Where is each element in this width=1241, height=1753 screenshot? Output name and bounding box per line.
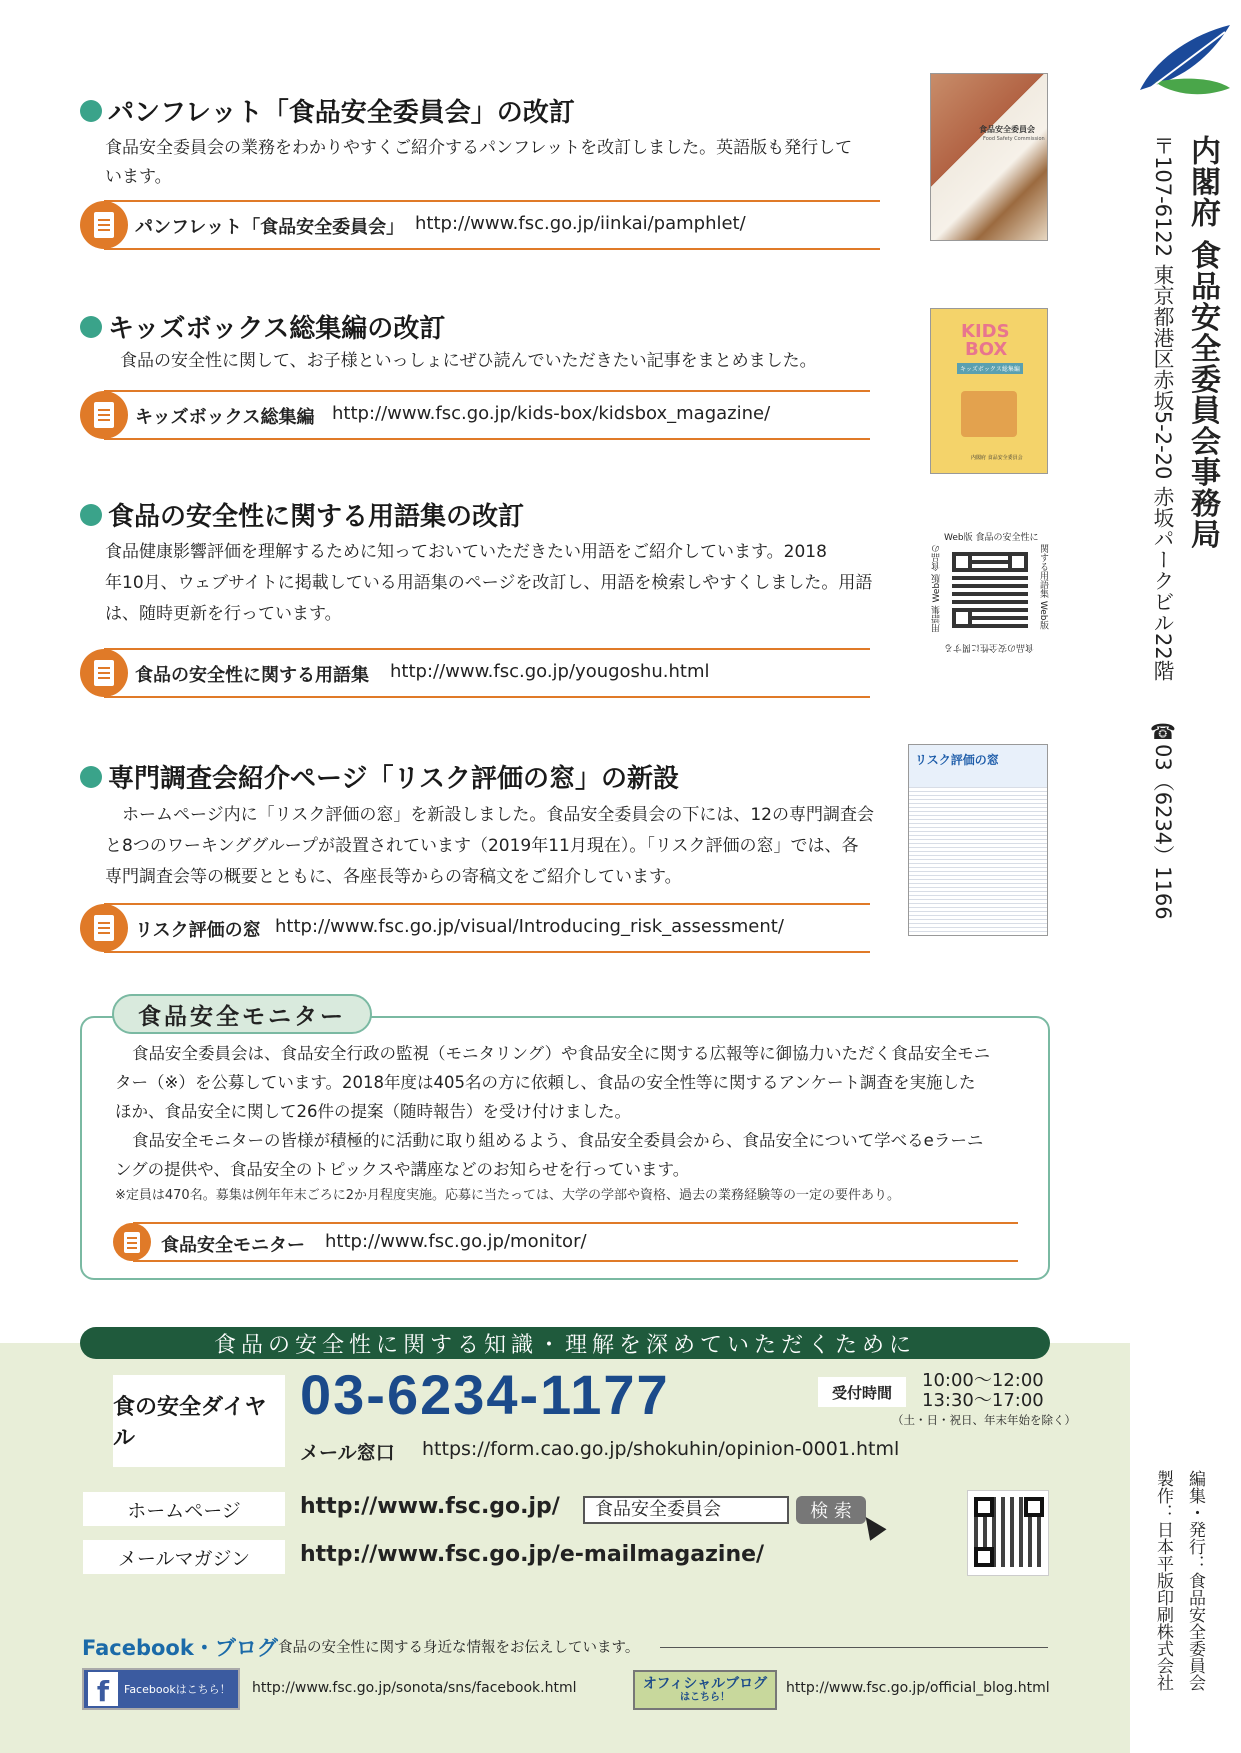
facebook-button[interactable]: f Facebookはこちら！ [82, 1668, 240, 1710]
link-row-risk-window [80, 903, 870, 953]
section-body-line: は、随時更新を行っています。 [105, 604, 342, 624]
link-row-pamphlet [80, 200, 880, 250]
kidsbox-cover-image: KIDS BOX キッズボックス総集編 内閣府 食品安全委員会 [930, 308, 1048, 474]
section-body-line: 食品安全委員会の業務をわかりやすくご紹介するパンフレットを改訂しました。英語版も発行して [105, 138, 853, 158]
section-body-line: と8つのワーキンググループが設置されています（2019年11月現在）。「リスク評価の窓」では、各 [105, 836, 859, 856]
bullet-dot [80, 316, 102, 338]
hours-line: 10:00～12:00 [922, 1370, 1044, 1391]
homepage-url[interactable]: http://www.fsc.go.jp/ [300, 1494, 560, 1519]
link-label: パンフレット「食品安全委員会」 [135, 217, 405, 238]
section-title-kidsbox: キッズボックス総集編の改訂 [80, 308, 445, 345]
bullet-dot [80, 100, 102, 122]
homepage-qr-icon[interactable] [967, 1490, 1049, 1576]
link-url[interactable]: http://www.fsc.go.jp/kids-box/kidsbox_magazine/ [332, 403, 771, 424]
facebook-icon: f [88, 1672, 118, 1706]
link-label: 食品の安全性に関する用語集 [135, 665, 369, 686]
section-body-line: 年10月、ウェブサイトに掲載している用語集のページを改訂し、用語を検索しやすくしました。用語 [105, 573, 873, 593]
mailmagazine-label: メールマガジン [83, 1540, 285, 1574]
bullet-dot [80, 766, 102, 788]
facebook-blog-title: Facebook・ブログ [82, 1636, 278, 1660]
hours-note: （土・日・祝日、年末年始を除く） [892, 1413, 1076, 1427]
org-name: 内閣府 食品安全委員会事務局 [1185, 135, 1220, 550]
publisher: 編集・発行：食品安全委員会 [1185, 1470, 1205, 1691]
contact-banner: 食品の安全性に関する知識・理解を深めていただくために [80, 1327, 1050, 1359]
org-address: 〒107-6122 東京都港区赤坂5-2-20 赤坂パークビル22階 [1151, 135, 1175, 681]
qr-code-icon[interactable] [952, 552, 1028, 628]
link-row-monitor [113, 1222, 1018, 1262]
section-body-line: 専門調査会等の概要とともに、各座長等からの寄稿文をご紹介しています。 [105, 867, 682, 887]
link-url[interactable]: http://www.fsc.go.jp/yougoshu.html [390, 661, 710, 682]
document-icon [80, 904, 128, 952]
risk-window-page-image: リスク評価の窓 [908, 744, 1048, 936]
pamphlet-cover-image: 食品安全委員会 Food Safety Commission [930, 73, 1048, 241]
link-label: 食品安全モニター [161, 1235, 305, 1256]
search-input[interactable]: 食品安全委員会 [583, 1496, 789, 1524]
logo-leaf-icon [1135, 20, 1235, 100]
homepage-label: ホームページ [83, 1492, 285, 1526]
link-label: リスク評価の窓 [135, 920, 261, 941]
section-title-risk-window: 専門調査会紹介ページ「リスク評価の窓」の新設 [80, 758, 679, 795]
glossary-qr-block: Web版 食品の安全性に 関する用語集 Web版 食品の安全性に関する 用語集 Web版 食品の [932, 533, 1048, 652]
mail-url[interactable]: https://form.cao.go.jp/shokuhin/opinion-0001.html [422, 1438, 900, 1460]
monitor-body-line: ター（※）を公募しています。2018年度は405名の方に依頼し、食品の安全性等に関するアンケート調査を実施した [115, 1073, 976, 1092]
section-body-line: 食品の安全性に関して、お子様といっしょにぜひ読んでいただきたい記事をまとめました。 [120, 351, 817, 371]
search-button[interactable]: 検 索 [796, 1496, 866, 1524]
link-url[interactable]: http://www.fsc.go.jp/iinkai/pamphlet/ [415, 213, 746, 234]
link-url[interactable]: http://www.fsc.go.jp/visual/Introducing_risk_assessment/ [275, 916, 784, 937]
monitor-body-line: ングの提供や、食品安全のトピックスや講座などのお知らせを行っています。 [115, 1160, 690, 1179]
link-row-glossary [80, 648, 870, 698]
link-label: キッズボックス総集編 [135, 407, 315, 428]
monitor-title: 食品安全モニター [112, 994, 372, 1034]
dial-label: 食の安全ダイヤル [113, 1375, 285, 1467]
section-title-pamphlet: パンフレット「食品安全委員会」の改訂 [80, 92, 575, 129]
mail-label: メール窓口 [300, 1442, 395, 1464]
org-tel: ☎03（6234）1166 [1151, 720, 1175, 920]
section-body-line: 食品健康影響評価を理解するために知っておいていただきたい用語をご紹介しています。2018 [105, 542, 827, 562]
document-icon [80, 201, 128, 249]
link-url[interactable]: http://www.fsc.go.jp/monitor/ [325, 1231, 587, 1252]
section-body-line: ホームページ内に「リスク評価の窓」を新設しました。食品安全委員会の下には、12の専門調査会 [122, 805, 874, 825]
mailmagazine-url[interactable]: http://www.fsc.go.jp/e-mailmagazine/ [300, 1542, 765, 1567]
section-body-line: います。 [105, 167, 172, 187]
official-blog-button[interactable]: オフィシャルブログ はこちら！ [633, 1670, 777, 1710]
link-row-kidsbox [80, 390, 870, 440]
facebook-blog-desc: 食品の安全性に関する身近な情報をお伝えしています。 [278, 1640, 640, 1656]
printer: 製作：日本平版印刷株式会社 [1153, 1470, 1173, 1691]
bullet-dot [80, 504, 102, 526]
document-icon [113, 1223, 151, 1261]
document-icon [80, 391, 128, 439]
monitor-note: ※定員は470名。募集は例年年末ごろに2か月程度実施。応募に当たっては、大学の学部や資格、過去の業務経験等の一定の要件あり。 [115, 1188, 900, 1203]
section-title-glossary: 食品の安全性に関する用語集の改訂 [80, 496, 524, 533]
official-blog-url[interactable]: http://www.fsc.go.jp/official_blog.html [786, 1680, 1050, 1696]
hours-label: 受付時間 [818, 1377, 906, 1407]
monitor-body-line: ほか、食品安全に関して26件の提案（随時報告）を受け付けました。 [115, 1102, 631, 1121]
kids-illustration [961, 391, 1017, 437]
document-icon [80, 649, 128, 697]
phone-number[interactable]: 03-6234-1177 [300, 1363, 670, 1426]
hours-line: 13:30～17:00 [922, 1390, 1044, 1411]
divider-line [660, 1647, 1048, 1648]
facebook-url[interactable]: http://www.fsc.go.jp/sonota/sns/facebook.html [252, 1680, 577, 1696]
monitor-body-line: 食品安全モニターの皆様が積極的に活動に取り組めるよう、食品安全委員会から、食品安全について学べるeラーニ [132, 1131, 984, 1150]
monitor-body-line: 食品安全委員会は、食品安全行政の監視（モニタリング）や食品安全に関する広報等に御協力いただく食品安全モニ [132, 1044, 991, 1063]
